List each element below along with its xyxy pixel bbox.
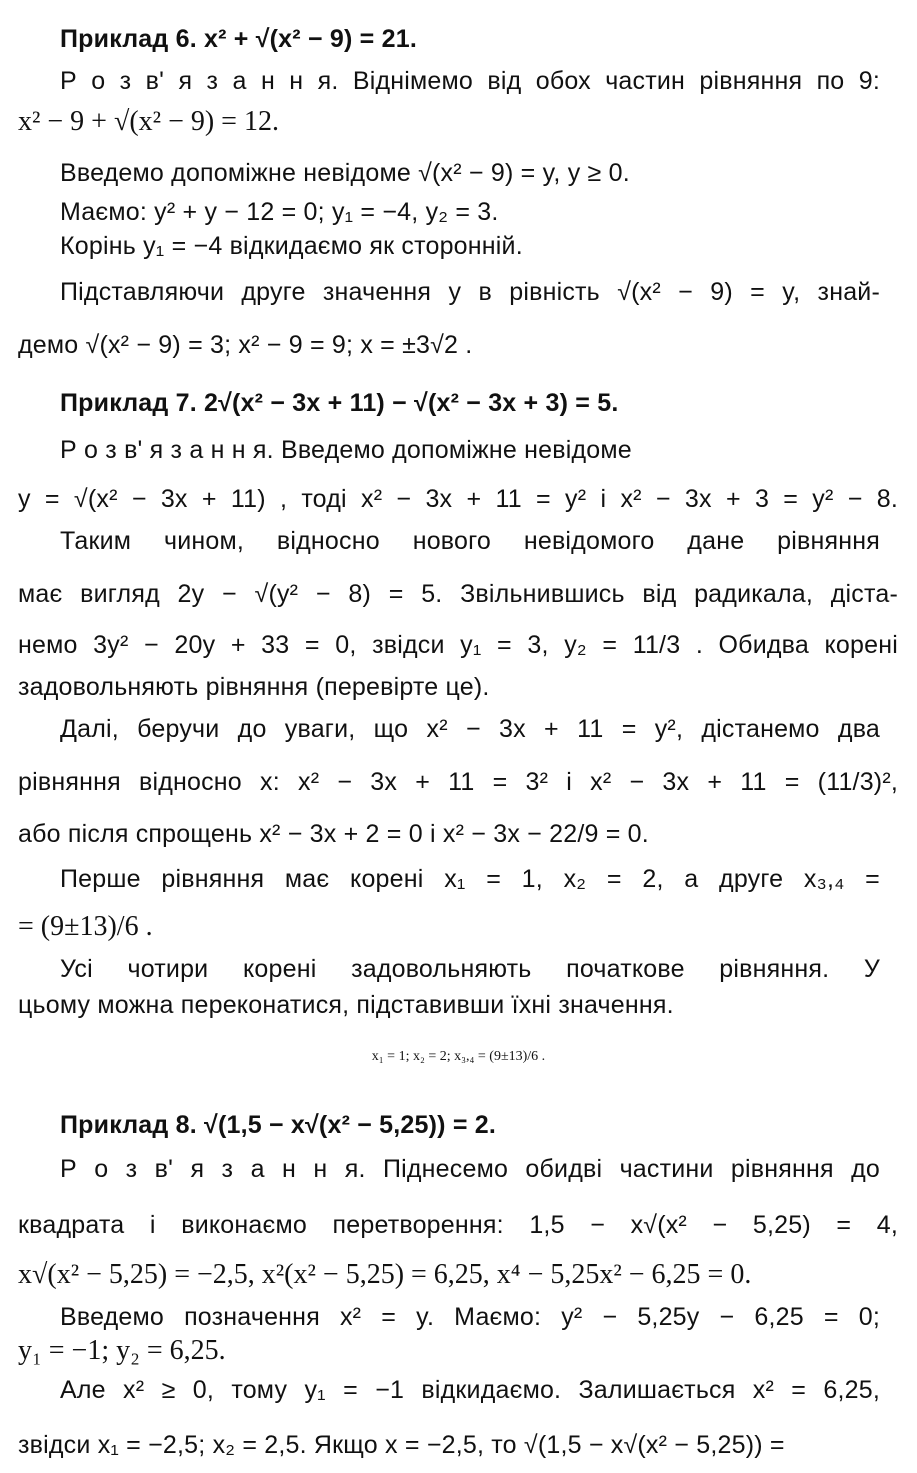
equation-line: = (9±13)/6 . xyxy=(18,911,153,942)
text-line: Маємо: y² + y − 12 = 0; y₁ = −4, y₂ = 3. xyxy=(60,198,499,226)
equation-line: x√(x² − 5,25) = −2,5, x²(x² − 5,25) = 6,25, x⁴ − 5,25x² − 6,25 = 0. xyxy=(18,1259,752,1290)
solution-7-intro: Р о з в' я з а н н я. Введемо допоміжне невідоме xyxy=(60,436,632,464)
text-line: квадрата і виконаємо перетворення: 1,5 − x√(x² − 5,25) = 4, xyxy=(18,1211,898,1239)
equation-line: y₁ = −1; y₂ = 6,25. xyxy=(18,1335,226,1366)
text-line: або після спрощень x² − 3x + 2 = 0 і x² − 3x − 22/9 = 0. xyxy=(18,820,649,848)
text-line: демо √(x² − 9) = 3; x² − 9 = 9; x = ±3√2 . xyxy=(18,331,473,359)
text-line: Перше рівняння має корені x₁ = 1, x₂ = 2, а друге x₃,₄ = xyxy=(60,865,880,893)
example-7-heading: Приклад 7. 2√(x² − 3x + 11) − √(x² − 3x + 3) = 5. xyxy=(60,389,619,417)
text-line: має вигляд 2y − √(y² − 8) = 5. Звільнившись від радикала, діста- xyxy=(18,580,898,608)
solution-8-intro: Р о з в' я з а н н я. Піднесемо обидві частини рівняння до xyxy=(60,1155,880,1183)
text-line: Усі чотири корені задовольняють початкове рівняння. У xyxy=(60,955,880,983)
text-line: y = √(x² − 3x + 11) , тоді x² − 3x + 11 = y² і x² − 3x + 3 = y² − 8. xyxy=(18,485,898,513)
text-line: рівняння відносно x: x² − 3x + 11 = 3² і x² − 3x + 11 = (11/3)², xyxy=(18,768,898,796)
text-line: Підставляючи друге значення y в рівність √(x² − 9) = y, знай- xyxy=(60,278,880,306)
text-line: Введемо позначення x² = y. Маємо: y² − 5,25y − 6,25 = 0; xyxy=(60,1303,880,1331)
text-line: Введемо допоміжне невідоме √(x² − 9) = y, y ≥ 0. xyxy=(60,159,630,187)
solution-6-intro: Р о з в' я з а н н я. Віднімемо від обох частин рівняння по 9: xyxy=(60,67,880,95)
text-line: Корінь y₁ = −4 відкидаємо як сторонній. xyxy=(60,232,523,260)
text-line: Але x² ≥ 0, тому y₁ = −1 відкидаємо. Залишається x² = 6,25, xyxy=(60,1376,880,1404)
roots-summary: x₁ = 1; x₂ = 2; x₃,₄ = (9±13)/6 . xyxy=(371,1049,546,1064)
text-line: Таким чином, відносно нового невідомого дане рівняння xyxy=(60,527,880,555)
text-line: задовольняють рівняння (перевірте це). xyxy=(18,673,490,701)
equation-line: x² − 9 + √(x² − 9) = 12. xyxy=(18,106,279,137)
text-line: звідси x₁ = −2,5; x₂ = 2,5. Якщо x = −2,5, то √(1,5 − x√(x² − 5,25)) = xyxy=(18,1431,785,1459)
text-line: цьому можна переконатися, підставивши їхні значення. xyxy=(18,991,674,1019)
text-line: Далі, беручи до уваги, що x² − 3x + 11 = y², дістанемо два xyxy=(60,715,880,743)
example-8-heading: Приклад 8. √(1,5 − x√(x² − 5,25)) = 2. xyxy=(60,1111,497,1139)
example-6-heading: Приклад 6. x² + √(x² − 9) = 21. xyxy=(60,25,417,53)
text-line: немо 3y² − 20y + 33 = 0, звідси y₁ = 3, y₂ = 11/3 . Обидва корені xyxy=(18,631,898,659)
